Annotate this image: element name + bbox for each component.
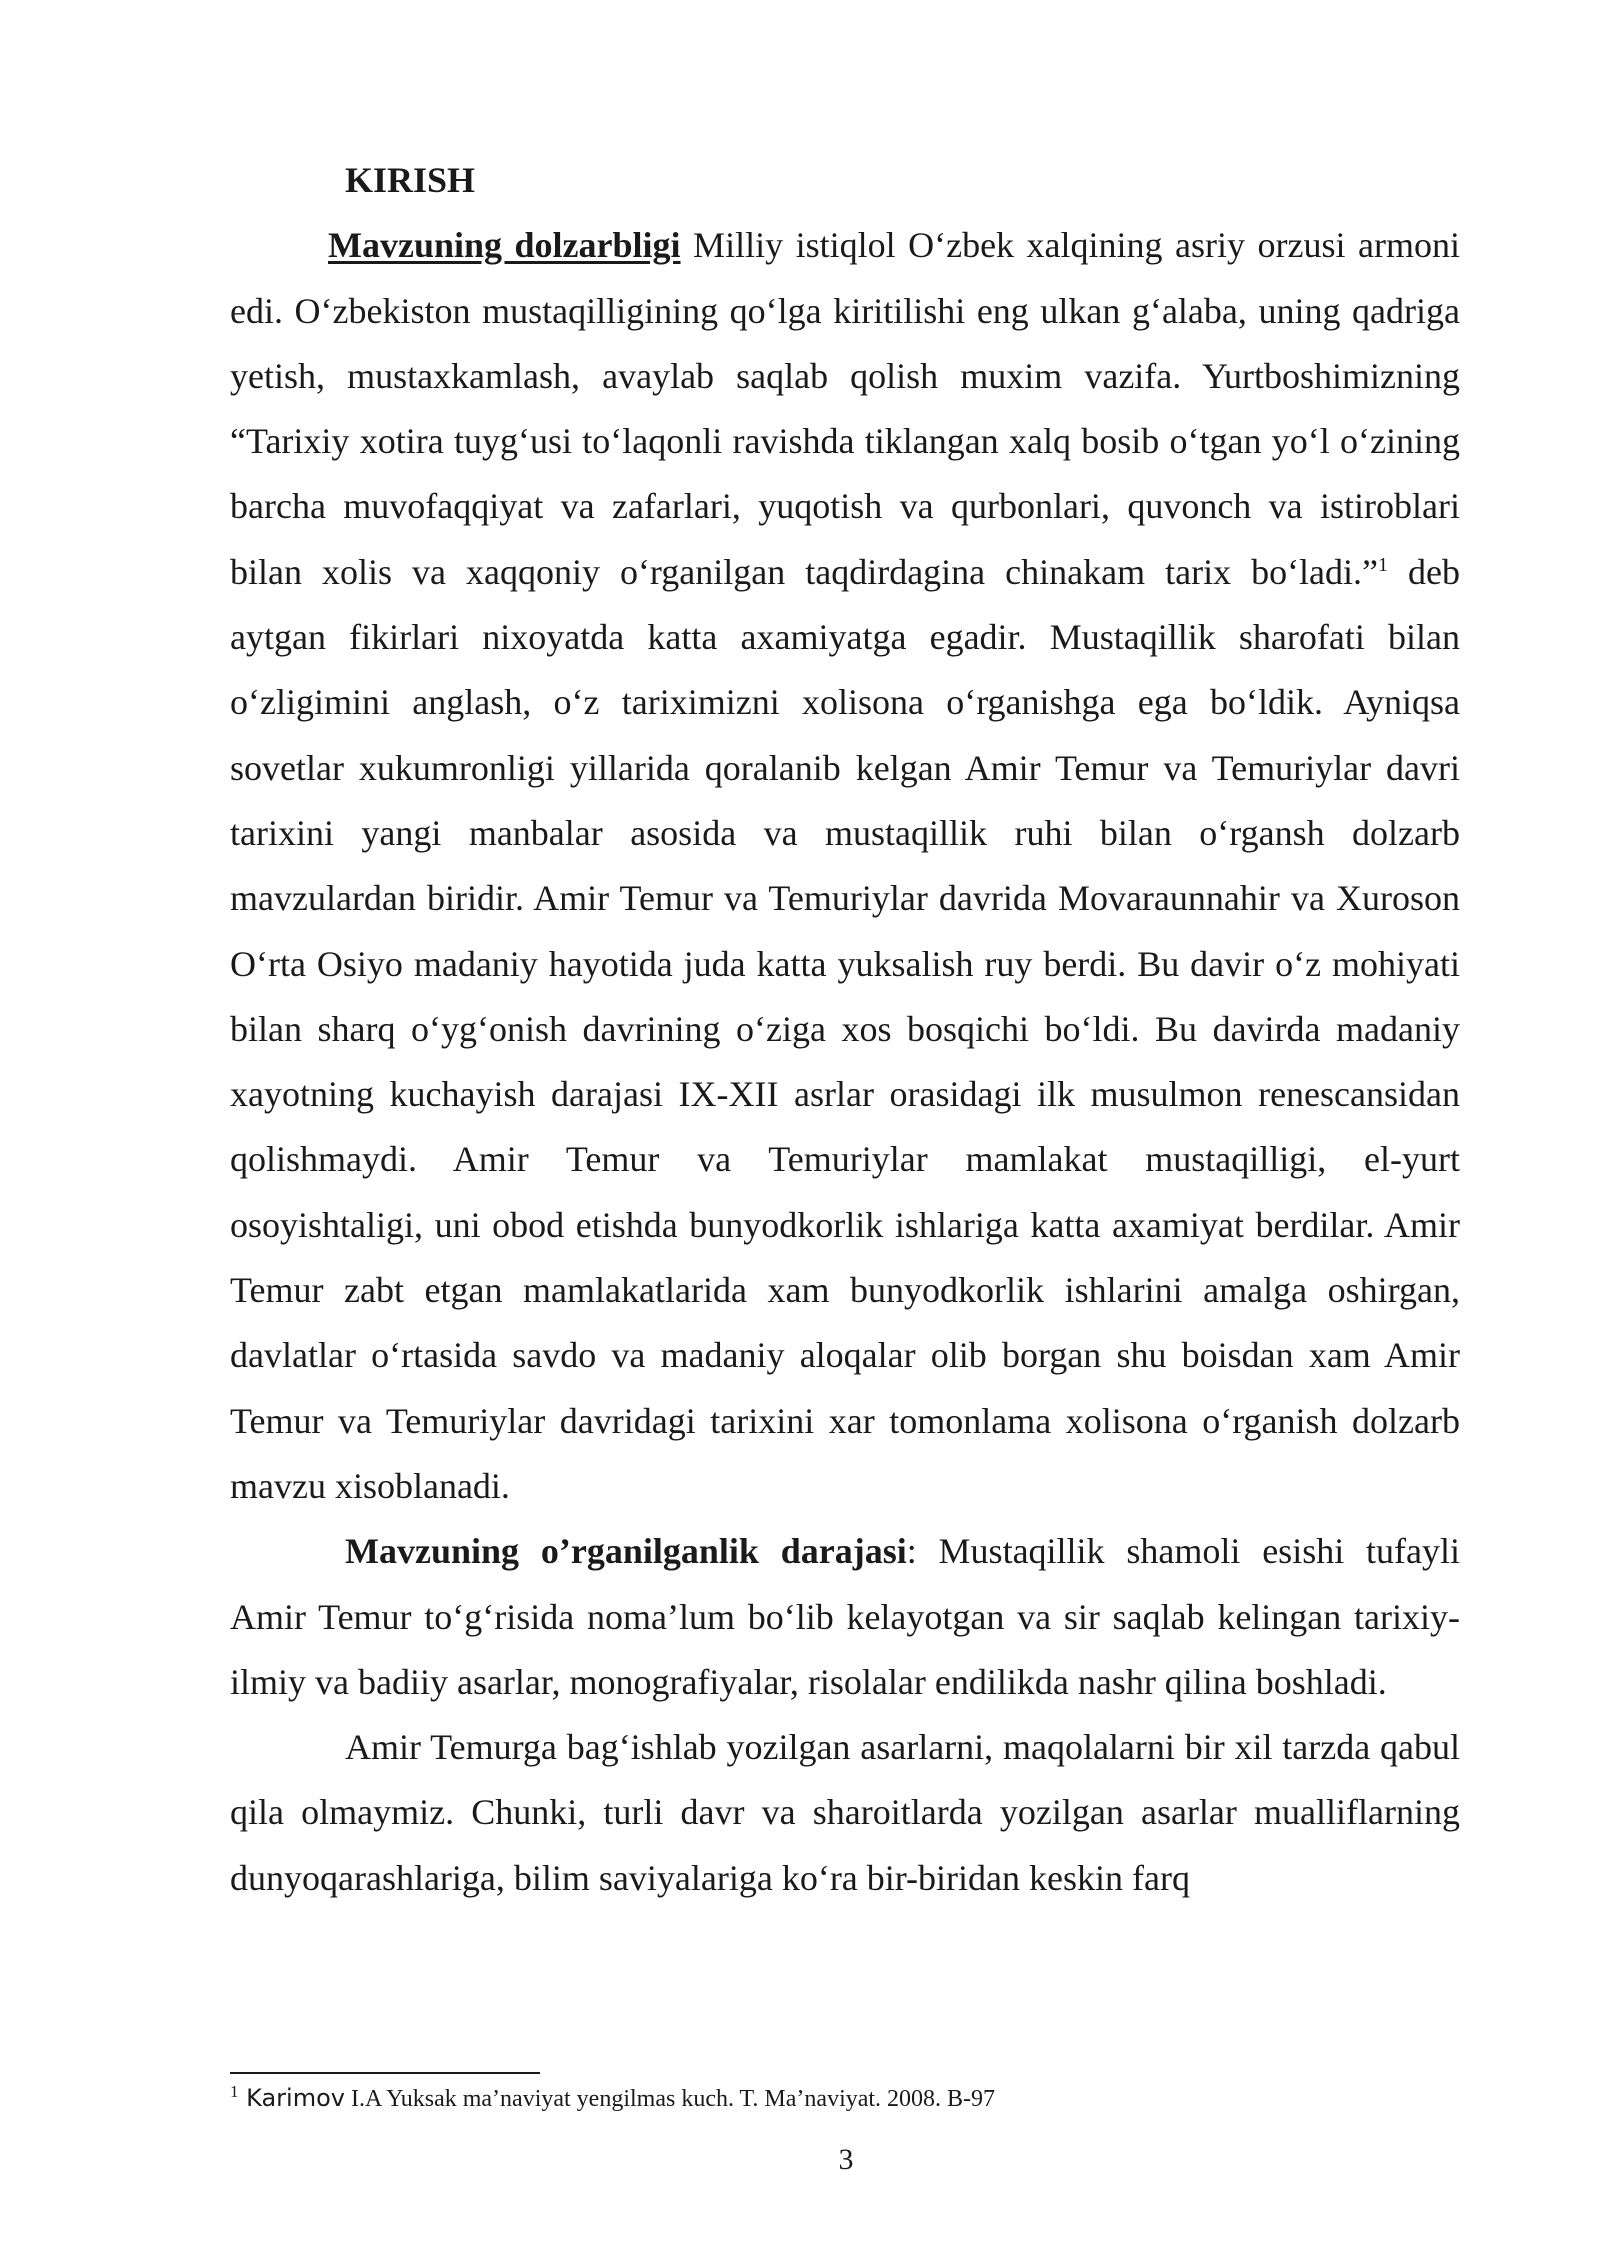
footnote-reference[interactable]: 1 (1378, 553, 1389, 576)
paragraph-study-level (230, 1519, 1460, 1715)
footnote-author: Karimov (238, 2084, 345, 2112)
footnote-separator (230, 2072, 540, 2074)
paragraph-works (230, 1715, 1460, 1911)
paragraph-text: Milliy istiqlol O‘zbek xalqining asriy orzusi armoni edi. O‘zbekiston mustaqilligining qo‘lga kiritilishi eng ulkan g‘alaba, uning qadriga yetish, mustaxkamlash, avaylab saqlab qolish muxim vazifa. Yurtboshimizning “Tarixiy xotira tuyg‘usi to‘laqonli ravishda tiklangan xalq bosib o‘tgan yo‘l o‘zining barcha muvofaqqiyat va zafarlari, yuqotish va qurbonlari, quvonch va istiroblari bilan xolis va xaqqoniy o‘rganilgan taqdirdagina chinakam tarix bo‘ladi.” (230, 225, 1460, 592)
paragraph-text: deb aytgan fikirlari nixoyatda katta axamiyatga egadir. Mustaqillik sharofati bilan o‘zligimini anglash, o‘z tariximizni xolisona o‘rganishga ega bo‘ldik. Ayniqsa sovetlar xukumronligi yillarida qoralanib kelgan Amir Temur va Temuriylar davri tarixini yangi manbalar asosida va mustaqillik ruhi bilan o‘rgansh dolzarb mavzulardan biridir. Amir Temur va Temuriylar davrida Movaraunnahir va Xuroson O‘rta Osiyo madaniy hayotida juda katta yuksalish ruy berdi. Bu davir o‘z mohiyati bilan sharq o‘yg‘onish davrining o‘ziga xos bosqichi bo‘ldi. Bu davirda madaniy xayotning kuchayish darajasi IX-XII asrlar orasidagi ilk musulmon renescansidan qolishmaydi. Amir Temur va Temuriylar mamlakat mustaqilligi, el-yurt osoyishtaligi, uni obod etishda bunyodkorlik ishlariga katta axamiyat berdilar. Amir Temur zabt etgan mamlakatlarida xam bunyodkorlik ishlarini amalga oshirgan, davlatlar o‘rtasida savdo va madaniy aloqalar olib borgan shu boisdan xam Amir Temur va Temuriylar davridagi tarixini xar tomonlama xolisona o‘rganish dolzarb mavzu xisoblanadi. (230, 551, 1461, 1506)
body-text (230, 148, 1460, 1911)
page-number: 3 (838, 2143, 854, 2176)
paragraph-text: Amir Temurga bag‘ishlab yozilgan asarlarni, maqolalarni bir xil tarzda qabul qila olmaymiz. Chunki, turli davr va sharoitlarda yozilgan asarlar mualliflarning dunyoqarashlariga, bilim saviyalariga ko‘ra bir-biridan keskin farq (230, 1727, 1460, 1898)
footnote-number: 1 (230, 2082, 239, 2101)
footnote-text: I.A Yuksak ma’naviyat yengilmas kuch. T. Ma’naviyat. 2008. B-97 (344, 2086, 996, 2112)
paragraph-lead-study-level: Mavzuning o’rganilganlik darajasi (345, 1531, 907, 1572)
paragraph-text: : Mustaqillik shamoli esishi tufayli Amir Temur to‘g‘risida noma’lum bo‘lib kelayotgan va sir saqlab kelingan tarixiy-ilmiy va badiiy asarlar, monografiyalar, risolalar endilikda nashr qilina boshladi. (230, 1531, 1460, 1702)
paragraph-relevance (230, 213, 1460, 1519)
section-heading: KIRISH (345, 160, 476, 200)
paragraph-lead-relevance: Mavzuning dolzarbligi (328, 225, 681, 266)
footnote (230, 2082, 1460, 2115)
